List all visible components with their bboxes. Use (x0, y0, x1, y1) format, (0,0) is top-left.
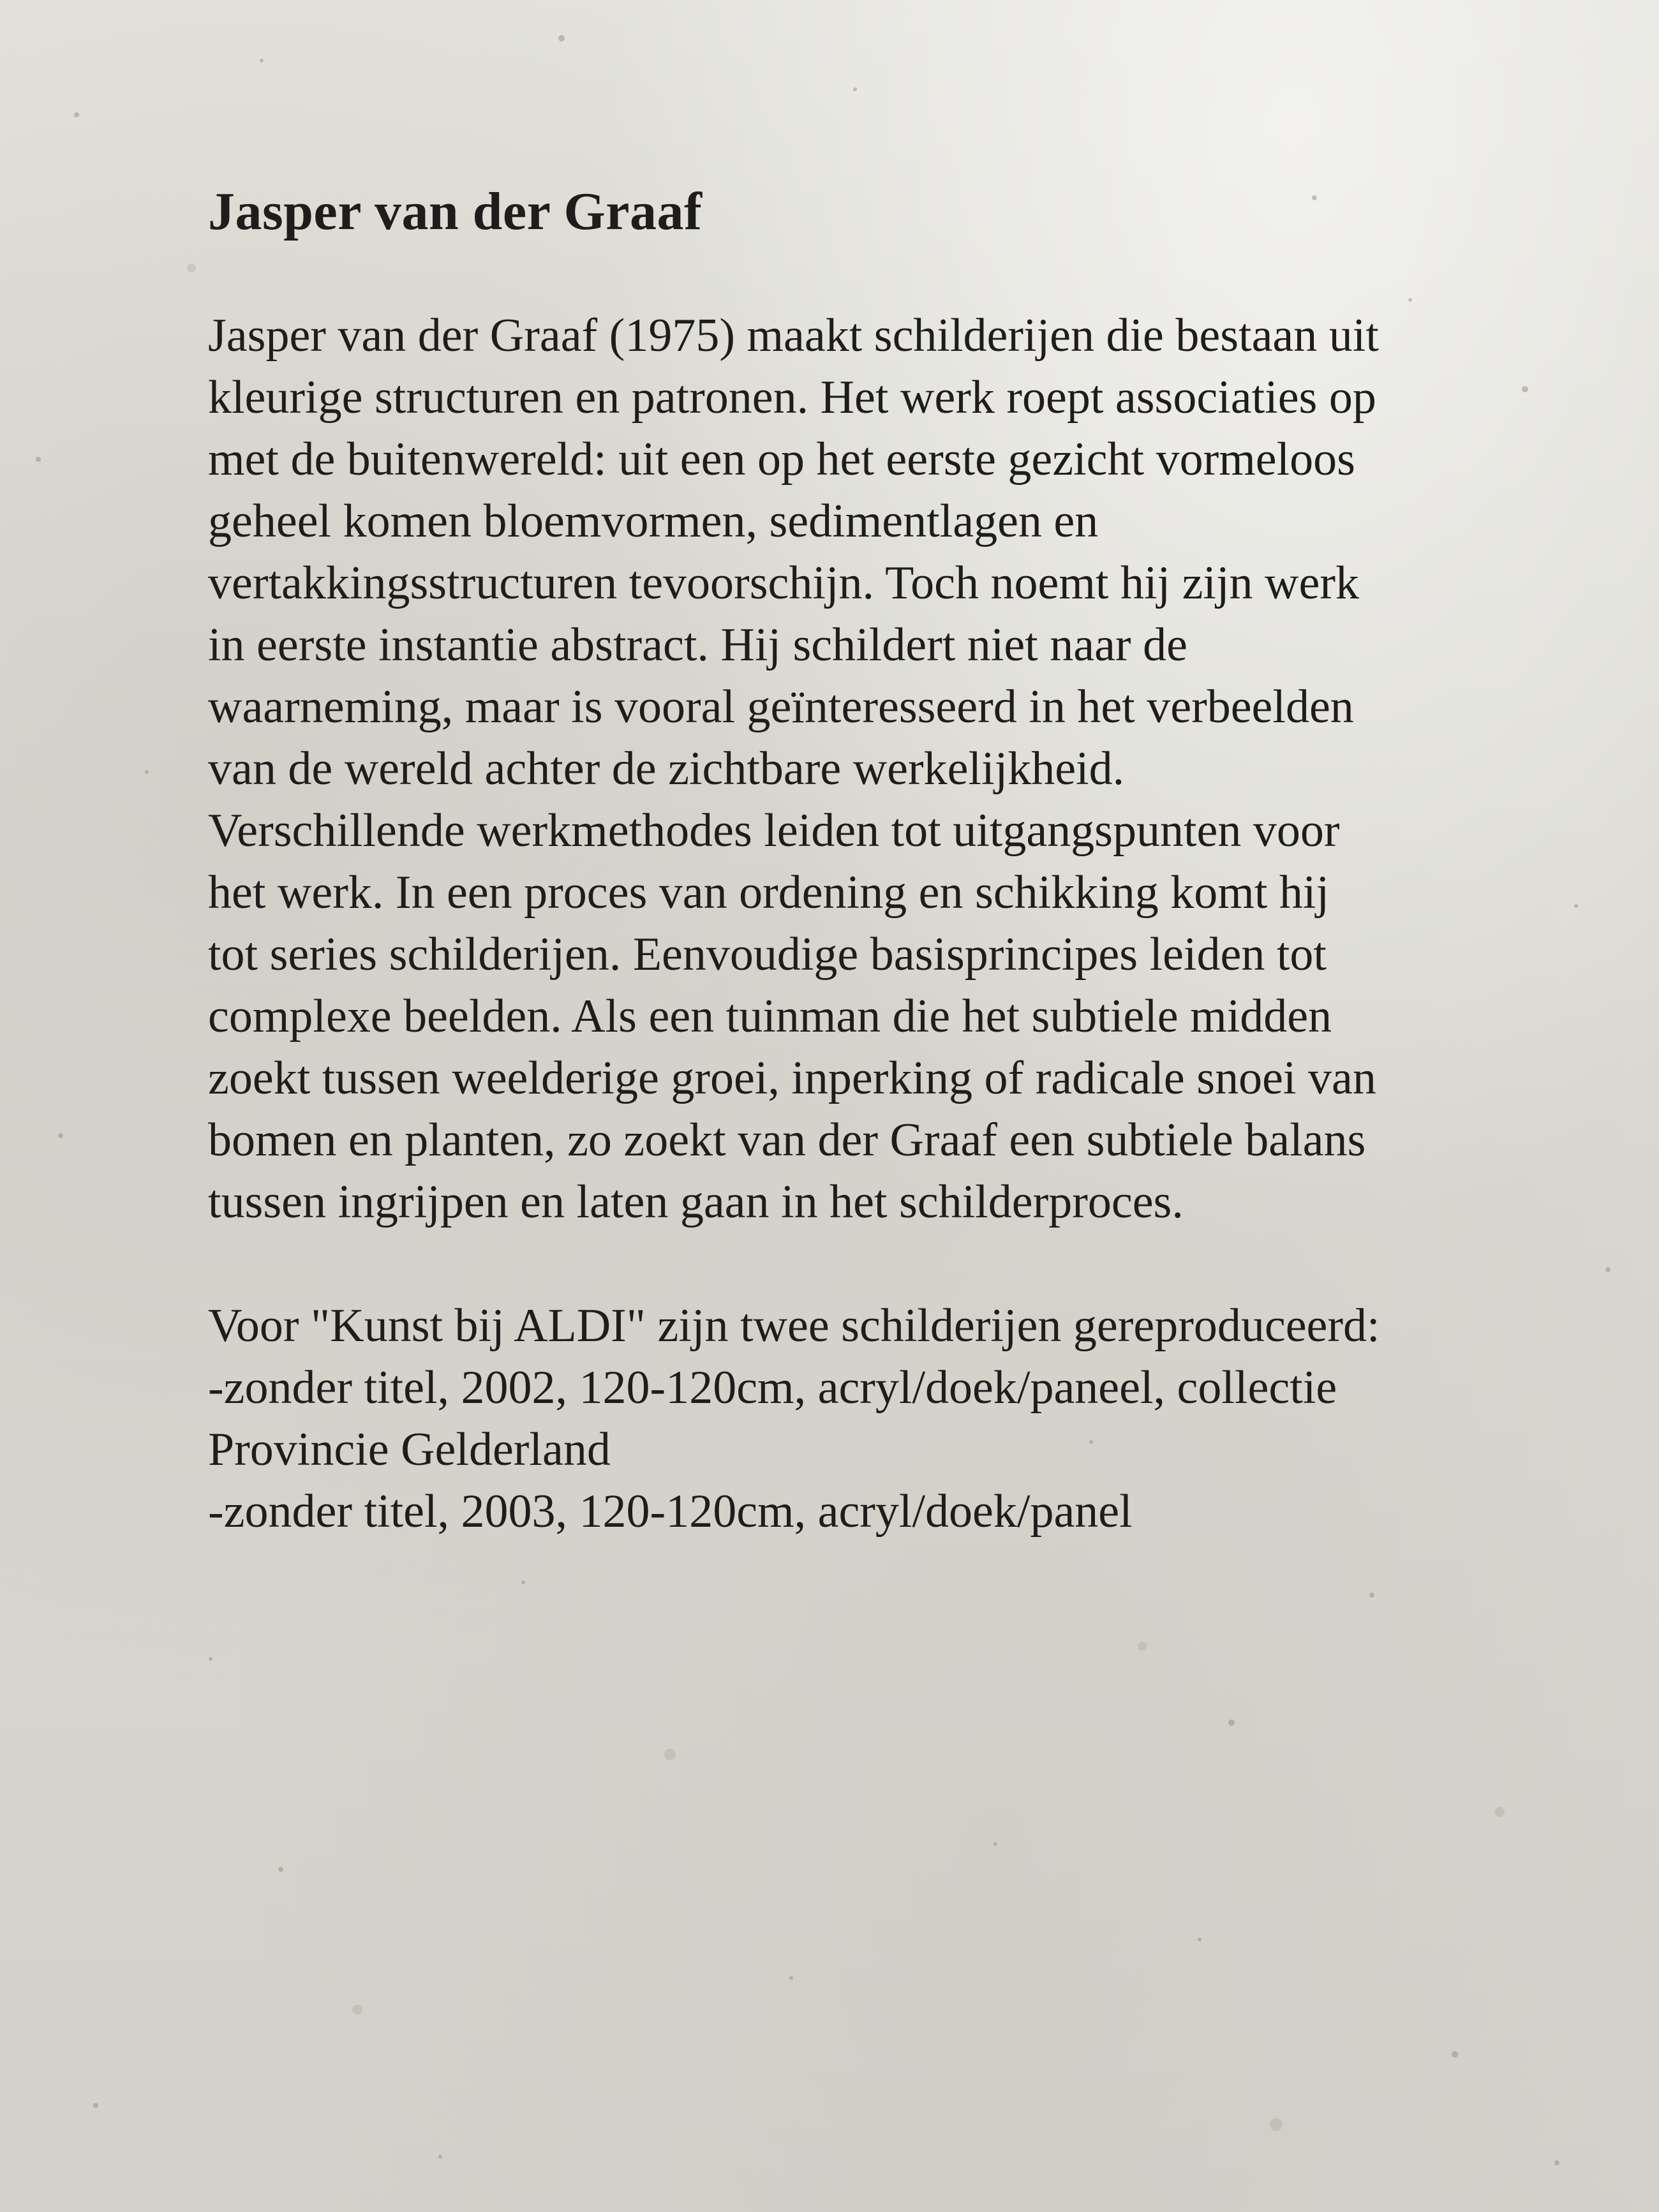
description-line: Jasper van der Graaf (1975) maakt schilderijen die bestaan uit (208, 309, 1379, 362)
description-line: kleurige structuren en patronen. Het werk roept associaties op (208, 371, 1376, 424)
reproduced-works-list (208, 1295, 1580, 1543)
description-line: waarneming, maar is vooral geïnteresseerd in het verbeelden (208, 681, 1354, 733)
description-line: geheel komen bloemvormen, sedimentlagen en (208, 495, 1099, 547)
description-line: complexe beelden. Als een tuinman die het subtiele midden (208, 990, 1332, 1043)
work-entry-line: -zonder titel, 2003, 120-120cm, acryl/doek/panel (208, 1485, 1133, 1538)
work-entry-line: -zonder titel, 2002, 120-120cm, acryl/doek/paneel, collectie (208, 1362, 1337, 1414)
artist-name-heading: Jasper van der Graaf (208, 182, 703, 241)
description-line: tussen ingrijpen en laten gaan in het schilderproces. (208, 1176, 1184, 1228)
description-line: het werk. In een proces van ordening en schikking komt hij (208, 866, 1330, 919)
description-line: met de buitenwereld: uit een op het eerste gezicht vormeloos (208, 433, 1355, 486)
description-line: van de wereld achter de zichtbare werkelijkheid. (208, 743, 1125, 795)
artist-description (208, 305, 1580, 1233)
info-sign (208, 172, 1580, 1543)
description-line: zoekt tussen weelderige groei, inperking of radicale snoei van (208, 1052, 1376, 1104)
description-line: in eerste instantie abstract. Hij schildert niet naar de (208, 619, 1187, 671)
description-line: bomen en planten, zo zoekt van der Graaf een subtiele balans (208, 1114, 1366, 1166)
works-intro-line: Voor "Kunst bij ALDI" zijn twee schilderijen gereproduceerd: (208, 1300, 1380, 1352)
description-line: Verschillende werkmethodes leiden tot uitgangspunten voor (208, 805, 1340, 857)
description-line: vertakkingsstructuren tevoorschijn. Toch noemt hij zijn werk (208, 557, 1359, 609)
work-entry-line: Provincie Gelderland (208, 1423, 611, 1476)
description-line: tot series schilderijen. Eenvoudige basisprincipes leiden tot (208, 928, 1327, 981)
